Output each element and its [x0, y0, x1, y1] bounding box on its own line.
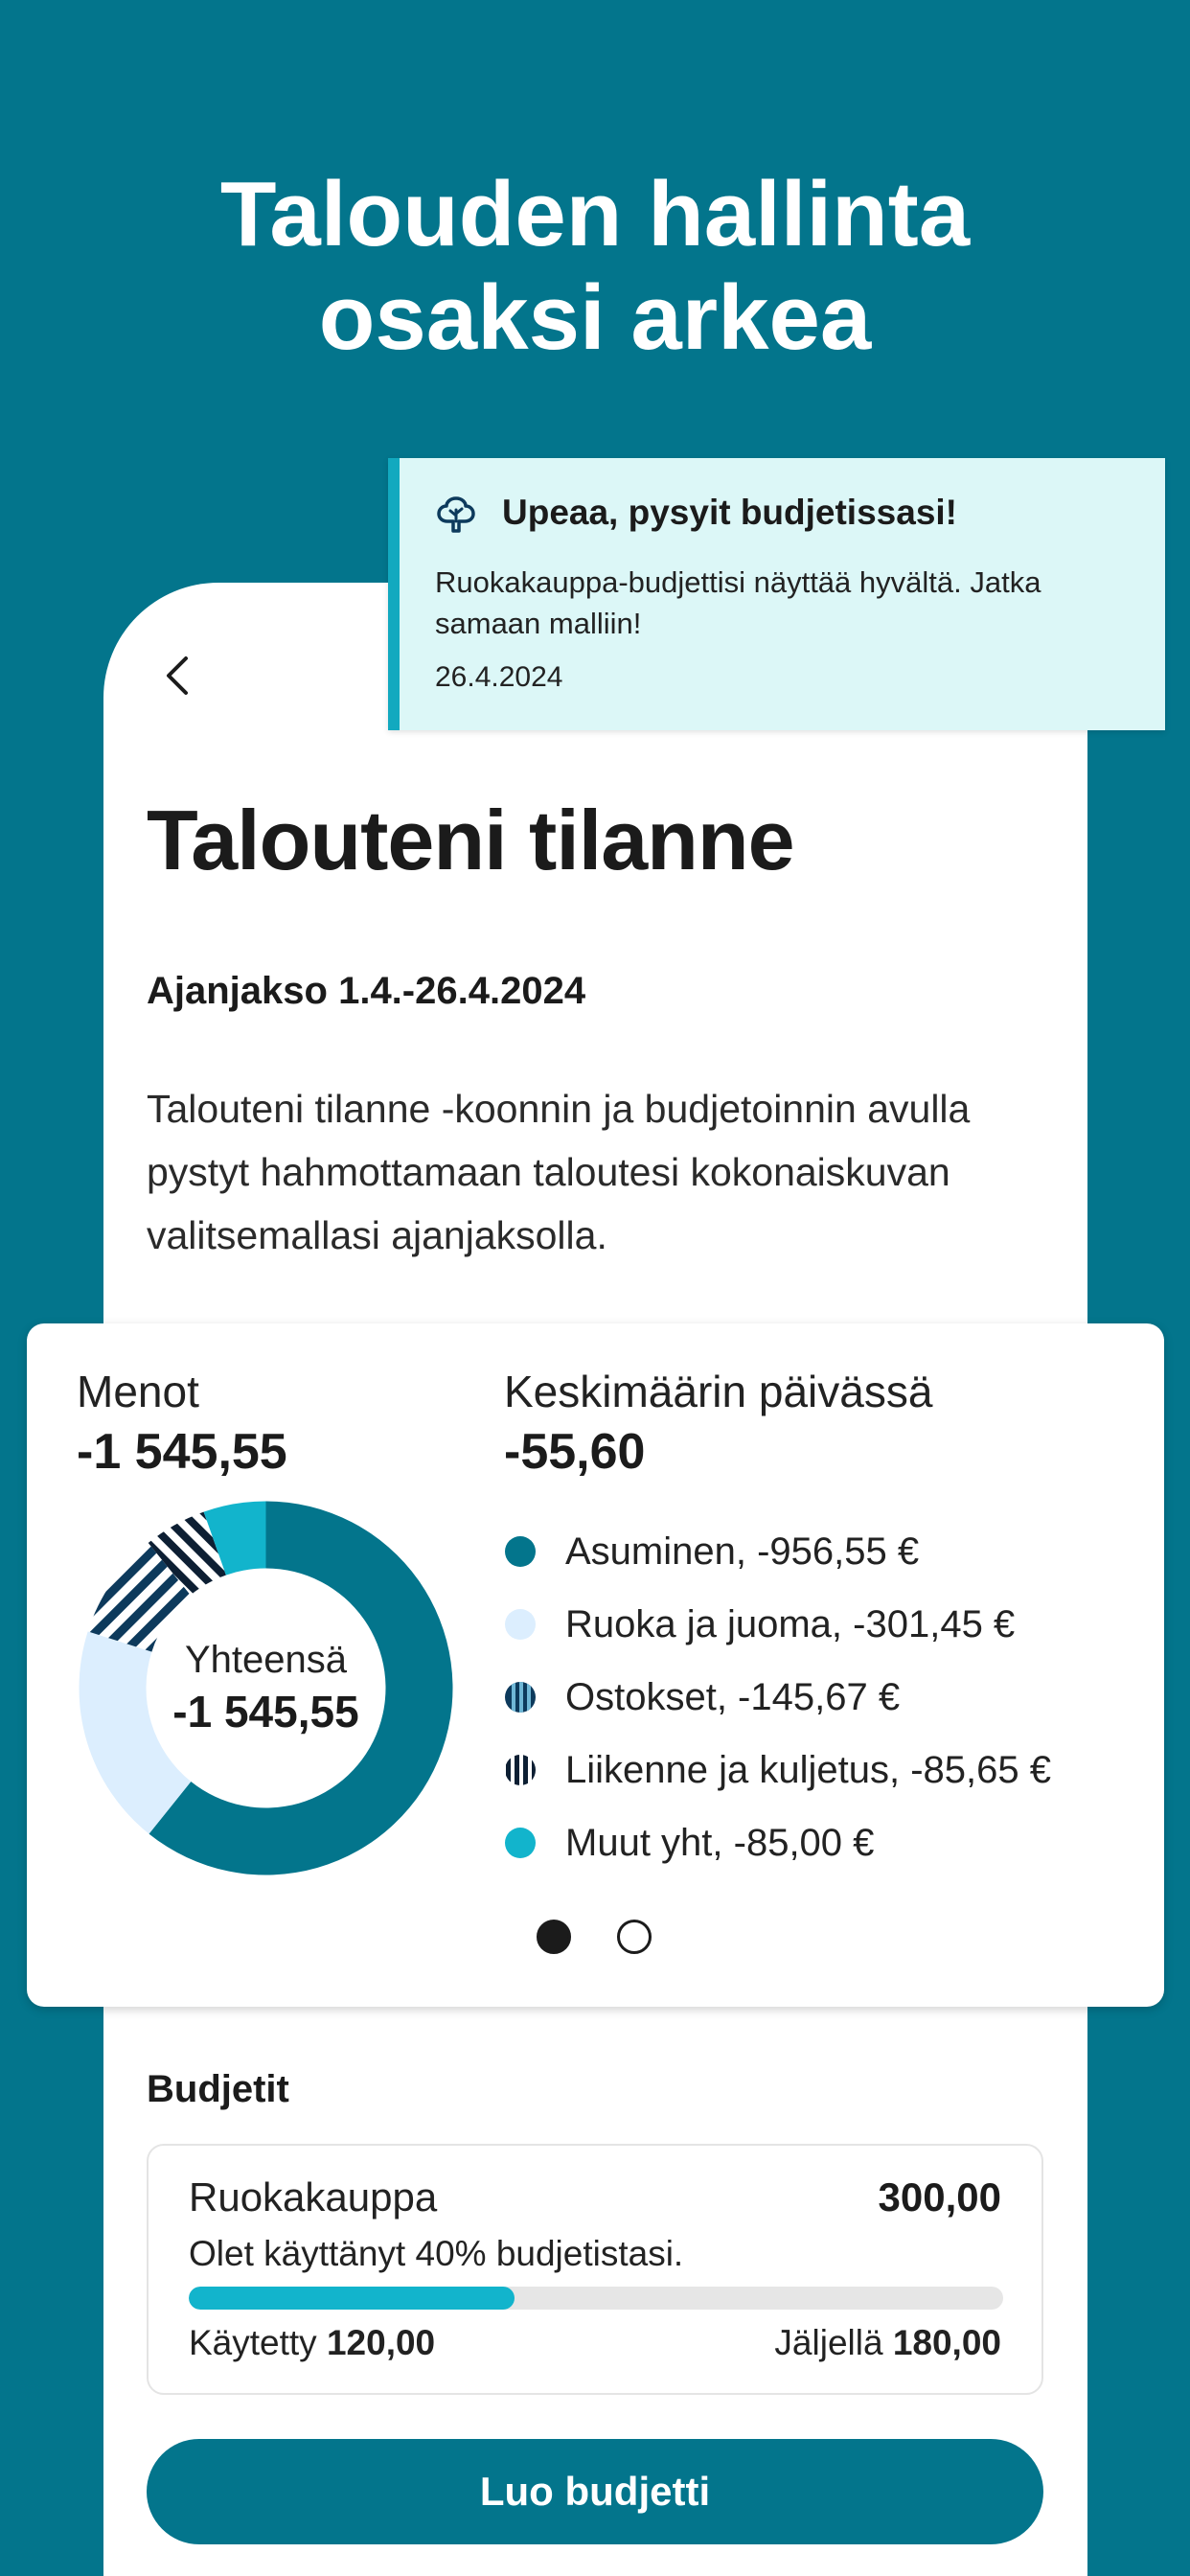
- budgets-heading: Budjetit: [147, 2068, 289, 2110]
- legend-label: Liikenne ja kuljetus, -85,65 €: [565, 1748, 1051, 1791]
- legend-item: [504, 1588, 1051, 1661]
- budget-used: [189, 2323, 435, 2363]
- pager-dot[interactable]: [617, 1920, 652, 1954]
- summary-card[interactable]: [27, 1323, 1164, 2007]
- create-budget-button[interactable]: Luo budjetti: [147, 2439, 1043, 2544]
- notification-title: Upeaa, pysyit budjetissasi!: [502, 493, 958, 532]
- legend-label: Ostokset, -145,67 €: [565, 1675, 901, 1718]
- donut-total-value: -1 545,55: [172, 1687, 359, 1736]
- notification-toast[interactable]: [388, 458, 1165, 730]
- budget-description: Olet käyttänyt 40% budjetistasi.: [189, 2234, 684, 2273]
- carousel-pager: [537, 1920, 652, 1954]
- legend-item: [504, 1515, 1051, 1588]
- legend-swatch-stripes: [504, 1681, 537, 1714]
- daily-average-value: -55,60: [504, 1424, 646, 1480]
- legend-item: [504, 1661, 1051, 1734]
- intro-text: Talouteni tilanne -koonnin ja budjetoinnin avulla pystyt hahmottamaan taloutesi kokonaiskuvan valitsemallasi ajanjaksolla.: [147, 1087, 971, 1257]
- daily-average-label: Keskimäärin päivässä: [504, 1367, 933, 1416]
- budget-used-value: 120,00: [326, 2323, 436, 2362]
- budget-remaining: [774, 2323, 1001, 2363]
- tree-icon: [434, 493, 478, 537]
- budget-progress-bar: [189, 2287, 1003, 2310]
- budget-amount: 300,00: [878, 2174, 1001, 2220]
- budget-used-label: Käytetty: [189, 2323, 317, 2362]
- legend-item: [504, 1806, 1051, 1879]
- legend-label: Ruoka ja juoma, -301,45 €: [565, 1602, 1016, 1645]
- legend-label: Asuminen, -956,55 €: [565, 1530, 920, 1573]
- donut-center: [77, 1499, 455, 1877]
- notification-date: 26.4.2024: [435, 661, 563, 693]
- budget-remaining-label: Jäljellä: [774, 2323, 883, 2362]
- legend-swatch-solid: [504, 1827, 537, 1859]
- chart-legend: [504, 1515, 1051, 1879]
- expenses-value: -1 545,55: [77, 1424, 287, 1480]
- donut-total-label: Yhteensä: [184, 1639, 348, 1681]
- pager-dot-active[interactable]: [537, 1920, 571, 1954]
- budget-remaining-value: 180,00: [892, 2323, 1001, 2362]
- back-button[interactable]: [153, 652, 201, 700]
- headline-line-2: osaksi arkea: [318, 266, 872, 369]
- period-label: Ajanjakso 1.4.-26.4.2024: [147, 970, 586, 1012]
- legend-item: [504, 1734, 1051, 1806]
- legend-swatch-lines: [504, 1754, 537, 1786]
- headline: [0, 163, 1190, 370]
- budget-card[interactable]: [147, 2144, 1043, 2395]
- notification-body: Ruokakauppa-budjettisi näyttää hyvältä. Jatka samaan malliin!: [435, 565, 1041, 640]
- legend-swatch-solid: [504, 1535, 537, 1568]
- legend-swatch-solid: [504, 1608, 537, 1641]
- headline-line-1: Talouden hallinta: [219, 163, 971, 265]
- budget-progress-fill: [189, 2287, 515, 2310]
- page-title: Talouteni tilanne: [147, 793, 794, 887]
- expenses-label: Menot: [77, 1367, 199, 1416]
- budget-name: Ruokakauppa: [189, 2174, 438, 2220]
- legend-label: Muut yht, -85,00 €: [565, 1821, 875, 1864]
- chevron-left-icon: [163, 655, 192, 697]
